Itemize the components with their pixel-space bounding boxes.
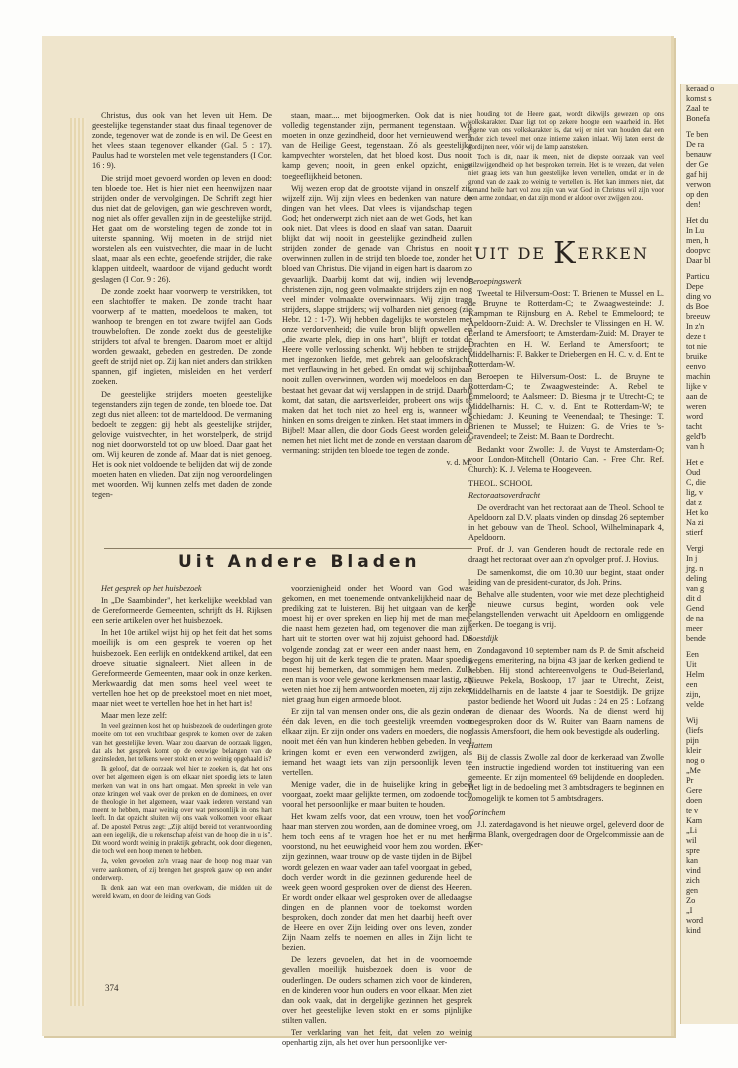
facing-page-line: In j	[686, 554, 698, 563]
facing-page-line: breeuw	[686, 312, 711, 321]
bladen-column-2	[282, 584, 472, 1050]
kerken-paragraph: Beroepen te Hilversum-Oost: L. de Bruyne te Rotterdam-C; te Zwaagwesteinde: A. Rebel te Emmeloord; te Aalsmeer: D. Biesma jr te Utrecht-C; te Middelharnis: H. C. v. d. Ent te Rotterdam-W; te Schiedam: J. Keuning te Veenendaal; te Thesinge: T. Brienen te Mussel; te Huizen: G. de Vries te 's-Gravendeel; te Zeist: M. Baan te Dordrecht.	[468, 371, 664, 442]
facing-page-line: van h	[686, 442, 705, 451]
section-heading-uit-andere-bladen: Uit Andere Bladen	[178, 552, 421, 572]
article-column-1	[92, 111, 272, 503]
section-divider	[104, 548, 472, 549]
facing-page-line: velde	[686, 700, 704, 709]
bladen-paragraph: In „De Saambinder", het kerkelijke weekblad van de Gereformeerde Gemeenten, schrijft ds H. Rijksen een serie artikelen over het huisbezoek.	[92, 596, 272, 626]
facing-page-line: der Ge	[686, 160, 709, 169]
heading-text-pre: UIT DE	[474, 244, 554, 263]
facing-page-line: de na	[686, 614, 704, 623]
facing-page-line: pijn	[686, 736, 699, 745]
facing-page-line: doopvc	[686, 246, 711, 255]
facing-page-line: nog o	[686, 756, 705, 765]
kerken-paragraph: J.l. zaterdagavond is het nieuwe orgel, geleverd door de firma Blank, overgedragen door de Orgelcommissie aan de Ker-	[468, 819, 664, 849]
facing-page-line: vind	[686, 866, 701, 875]
facing-page-line: „I	[686, 906, 693, 915]
facing-page-line: jrg. n	[686, 564, 704, 573]
facing-page-line: „Me	[686, 766, 701, 775]
facing-page-line: kan	[686, 856, 698, 865]
continuation-para: Toch is dit, naar ik meen, niet de diepste oorzaak van veel stilzwijgendheid op het besproken terrein. Het is te vrezen, dat velen niet graag iets van hun geestelijke leven vertellen, omdat er in de grond van de zaak zo weinig te vertellen is. Het kan immers niet, dat iemand heile hart vol zou zijn van wat God in Christus wil zijn voor een arme zondaar, en dat zijn mond er aldoor over zwijgen zou.	[468, 154, 664, 203]
facing-page-line: tacht	[686, 422, 703, 431]
facing-page-line: Zaal te	[686, 104, 709, 113]
bladen-paragraph: Maar men leze zelf:	[101, 711, 168, 721]
facing-page-line: C, die	[686, 478, 706, 487]
facing-page-line: kind	[686, 926, 701, 935]
facing-page-line: lijke v	[686, 382, 707, 391]
facing-page-line: Daar bl	[686, 256, 711, 265]
facing-page-line: Zo	[686, 896, 696, 905]
page-number: 374	[105, 983, 119, 993]
facing-page-line: spre	[686, 846, 700, 855]
facing-page-line: ding vo	[686, 292, 712, 301]
facing-page-line: Gend	[686, 604, 704, 613]
article-paragraph: De zonde zoekt haar voorwerp te verstrikken, tot een slachtoffer te maken. De zonde tracht haar voorwerp af te matten, moedeloos te maken, tot wanhoop te brengen en tot zware twijfel aan Gods trouwbeloften. De zonde zoekt dus de geestelijke strijders tot afval te brengen. Daarom moet er altijd worden gewaakt, gebeden en gestreden. De zonde geeft de strijd niet op. Zij kan niet anders dan strikken spannen, gif ingieten, misleiden en het verderf zoeken.	[92, 286, 272, 387]
facing-page-line: van g	[686, 584, 705, 593]
facing-page-line: benauw	[686, 150, 712, 159]
bladen-quote	[92, 723, 272, 901]
facing-page-line: doen	[686, 796, 703, 805]
bladen-continuation	[468, 111, 664, 203]
facing-page-line: Oud	[686, 468, 701, 477]
facing-page-line: keraad o	[686, 84, 715, 93]
facing-page-line: Een	[686, 650, 699, 659]
article-paragraph: Christus, dus ook van het leven uit Hem. De geestelijke tegenstander staat dus finaal tegenover de zonde, tegenover wat de zonde is en wil. De Geest en het vlees staan tegenover elkander (Gal. 5 : 17). Paulus had te worstelen met vele tegenstanders (I Cor. 16 : 9).	[92, 111, 272, 171]
facing-page-line: Te ben	[686, 130, 709, 139]
quote-paragraph: Menige vader, die in de huiselijke kring in gebed voorgaat, zoekt maar gelijkte termen, om zodoende toch vooral het persoonlijke er maar buiten te houden.	[282, 779, 472, 809]
kerken-paragraph: Prof. dr J. van Genderen houdt de rectorale rede en draagt het rectoraat over aan z'n opvolger prof. J. Hovius.	[468, 545, 664, 565]
kerken-paragraph: Behalve alle studenten, voor wie met deze plechtigheid de nieuwe cursus begint, worden ook vele belangstellenden verwacht uit Apeldoorn en omliggende kerken. De toegang is vrij.	[468, 589, 664, 629]
facing-page-line: Gere	[686, 786, 703, 795]
bladen-subtitle: Het gesprek op het huisbezoek	[101, 584, 202, 593]
kerken-paragraph: Zondagavond 10 september nam ds P. de Smit afscheid wegens emeritering, na bijna 43 jaar de kerken gediend te hebben. Hij stond achtereenvolgens te Oud-Beierland, Nieuwe Pekela, Boskoop, 17 jaar te Utrecht, Zeist, Middelharnis en de laatste 4 jaar te Soestdijk. De grijze pastor bediende het Woord uit Judas : 24 en 25 : Lofzang van de dienaar des Woords. Na de dienst werd hij toegesproken door ds W. Ruiter van Baarn namens de classis Amersfoort, die hem ook bevestigde als ouderling.	[468, 646, 664, 736]
facing-page-line: Na zi	[686, 518, 704, 527]
facing-page-line: word	[686, 412, 704, 421]
facing-page-line: Pr	[686, 776, 694, 785]
facing-page-line: gaf hij	[686, 170, 708, 179]
kerken-section-title: Beroepingswerk	[468, 277, 522, 286]
quote-paragraph: In veel gezinnen kost het op huisbezoek de ouderlingen grote moeite om tot een vruchtbaar gesprek te komen over de zaken van het geestelijke leven. Waar zou daarvan de oorzaak liggen, dat als het gesprek komt op de eeuwige belangen van de gezinsleden, het telkens weer stokt en er zo weinig opgehaald is?	[92, 723, 272, 764]
section-heading-uit-de-kerken	[474, 236, 649, 271]
facing-page-line: Bonefa	[686, 114, 710, 123]
kerken-section-subtitle: Rectoraatsoverdracht	[468, 490, 541, 500]
kerken-section-title: Gorinchem	[468, 807, 506, 817]
facing-page-line: dat z	[686, 498, 702, 507]
facing-page-line: In z'n	[686, 322, 705, 331]
facing-page-line: word	[686, 916, 704, 925]
article-paragraph: Wij wezen erop dat de grootste vijand in onszelf zit, wijzelf zijn. Wij zijn vlees en bedenken van nature de dingen van het vlees. Dat vlees is vijandschap tegen God; het onderwerpt zich niet aan de wet Gods, het kan ook niet. Dat vlees is dood en slaaf van satan. Daaruit blijkt dat wij nooit in geestelijke gezindheid zullen strijden zonder de genade van Christus en nooit overwinnen zullen in de strijd ten bloede toe, zonder het bloed van Christus. Die vijand in eigen hart is daarom zo gevaarlijk. Daarbij komt dat wij, indien wij levende christenen zijn, nog geen volmaakte strijders zijn en nog veel minder volmaakte overwinnaars. Wij zijn trage strijders, slappe strijders; wij volharden niet genoeg (zie Hebr. 12 : 1-7). Wij hebben dagelijks te worstelen met onze verdorvenheid; die vuile bron blijft opwellen en „die zwarte plek, diep in ons hart", blijft er totdat de Heere volle verlossing schenkt. Wij hebben te strijden met ingezonken liefde, met gebrek aan geloofskracht, met verflauwing in het gebed. En omdat wij schijnbaar nooit zullen overwinnen, worden wij moedeloos en dan bestaat het gevaar dat wij verslappen in de strijd. Daarbij komt, dat satan, die aartsverleider, probeert ons wijs te maken dat het toch niet zo heel erg is, wanneer wij hinken en soms dreigen te zinken. Het staat immers in de Bijbel! Maar allen, die door Gods Geest worden geleid, nemen het niet licht met de zonde en verstaan daarom de vermaning: strijden ten bloede toe tegen de zonde.	[282, 183, 472, 456]
quote-paragraph: Ik denk aan wat een man overkwam, die midden uit de wereld kwam, en door de leiding van Gods	[92, 885, 272, 901]
page-edges	[70, 118, 86, 1006]
quote-paragraph: Ja, velen gevoelen zo'n vraag naar de hoop nog maar van verre aankomen, of zij brengen het gesprek gauw op een ander onderwerp.	[92, 858, 272, 882]
kerken-paragraph: Tweetal te Hilversum-Oost: T. Brienen te Mussel en L. de Bruyne te Rotterdam-C; te Zwaagwesteinde: J. Kampman te Rijnsburg en A. Rebel te Emmeloord; te Apeldoorn-Zuid: A. W. Drechsler te Vlissingen en H. W. Eerland te Amersfoort; te Amsterdam-Zuid: M. Drayer te Drachten en H. W. Eerland te Amersfoort; te Middelharnis: F. Bakker te Driebergen en H. C. v. d. Ent te Rotterdam-W.	[468, 289, 664, 369]
facing-page-line: Uit	[686, 660, 697, 669]
facing-page-line: Het du	[686, 216, 709, 225]
heading-initial: K	[553, 236, 578, 271]
facing-page-line: Particu	[686, 272, 710, 281]
facing-page-line: kleir	[686, 746, 702, 755]
kerken-paragraph: De samenkomst, die om 10.30 uur begint, staat onder leiding van de president-curator, ds Joh. Prins.	[468, 567, 664, 587]
facing-page-line: „Li	[686, 826, 698, 835]
right-column	[468, 111, 664, 205]
facing-page-line: stierf	[686, 528, 704, 537]
facing-page-line: meer	[686, 624, 703, 633]
quote-paragraph: Het kwam zelfs voor, dat een vrouw, toen het voor haar man sterven zou worden, aan de dominee vroeg, om hem toch eens af te vragen hoe het er nu met hem voorstond, nu het eeuwigheid voor hem zou worden. Er zijn gezinnen, waar trouw op de vaste tijden in de Bijbel wordt gelezen en waar vader aan tafel voorgaat in gebed, doch verder wordt in die gezinnen gedurende heel de week geen woord gesproken over de dienst des Heeren. Er wordt onder elkaar wel gesproken over de alledaagse dingen en de plannen voor de toekomst worden besproken, doch zonder dat men het daarbij heeft over de Heere en over Zijn leiding over ons leven, zonder Zijn Naam zelfs te noemen en alles in Zijn licht te bezien.	[282, 812, 472, 953]
facing-page-line: Depe	[686, 282, 704, 291]
facing-page-line: lig, v	[686, 488, 704, 497]
facing-page-line: verwon	[686, 180, 711, 189]
quote-paragraph: voorzienigheid onder het Woord van God was gekomen, en met toenemende ontvankelijkheid naar de prediking zat te luisteren. Bij het uitgaan van de kerk moest hij er over spreken en liep hij met de man mee, die naast hem gezeten had, om tegenover die man zijn hart uit te storten over wat hij zojuist gehoord had. De volgende zondag zat er weer een ander naast hem, en begon hij uit de kerk tegen die te praten. Maar spoedig moest hij bemerken, dat sommigen hem meden. Zulk een man is voor vele gewone kerkmensen maar lastig, zij weten niet hoe zij hem antwoorden moeten, zij zijn zeker niet graag hun eigen armoede bloot.	[282, 584, 472, 705]
kerken-paragraph: De overdracht van het rectoraat aan de Theol. School te Apeldoorn zal D.V. plaats vinden op dinsdag 26 september in het gebouw van de Theol. School, Wilhelminapark 4, Apeldoorn.	[468, 502, 664, 543]
facing-page-line: gen	[686, 886, 698, 895]
facing-page-line: een	[686, 680, 698, 689]
facing-page-line: Helm	[686, 670, 705, 679]
facing-page-line: zich	[686, 876, 700, 885]
bladen-paragraph: In het 10e artikel wijst hij op het feit dat het soms moeilijk is om een gesprek te voeren op het huisbezoek. Een eerlijk en ontdekkend artikel, dat een droeve situatie signaleert. Niet alleen in de Gereformeerde Gemeenten, maar ook in onze kerken. Merkwaardig dat men soms heel veel weet te vertellen hoe het op de preekstoel moet en niet moet, maar niet weet te vertellen hoe het in het hart is!	[92, 628, 272, 709]
kerken-paragraph: Bedankt voor Zwolle: J. de Vuyst te Amsterdam-O; voor London-Mitchell (Ontario Can. - Free Chr. Ref. Church): K. J. Velema te Hoogeveen.	[468, 444, 664, 474]
article-paragraph: staan, maar.... met bijoogmerken. Ook dat is niet volledig tegenstander zijn, permanent tegenstaan. Wij moeten in onze gezindheid, door het vernieuwend werk van de Heilige Geest, tegenstaan. Zó als geestelijke kampvechter worstelen, dat het bloed kost. Dus nooit kamp geven; nooit, in geen enkel opzicht, enige toegeeflijkheid betonen.	[282, 111, 472, 181]
facing-page-fragment	[680, 84, 738, 1024]
heading-text-post: ERKEN	[577, 244, 649, 263]
facing-page-line: Vergi	[686, 544, 704, 553]
article-signature: v. d. M.	[446, 458, 472, 468]
facing-page-line: geld'b	[686, 432, 706, 441]
facing-page-line: Het ko	[686, 508, 709, 517]
facing-page-line: eenvo	[686, 362, 706, 371]
facing-page-line: dit d	[686, 594, 701, 603]
quote-paragraph: Er zijn tal van mensen onder ons, die als gezin onder één dak leven, en die toch geestelijk vreemden voor elkaar zijn. Er zijn onder ons vaders en moeders, die nog nooit met één van hun kinderen hebben gebeden. In veel kringen komt er even een verwonderd zwijgen, als iemand het waagt iets van zijn persoonlijk leven te vertellen.	[282, 707, 472, 777]
facing-page-line: komst s	[686, 94, 712, 103]
facing-page-line: zijn,	[686, 690, 701, 699]
facing-page-line: deze t	[686, 332, 706, 341]
facing-page-line: machin	[686, 372, 711, 381]
facing-page-line: bende	[686, 634, 706, 643]
facing-page-line: te v	[686, 806, 699, 815]
facing-page-line: tot nie	[686, 342, 707, 351]
quote-paragraph: Ik geloof, dat de oorzaak wel hier te zoeken is, dat het ons over het algemeen eigen is om elkaar niet spoedig iets te laten merken van wat in ons hart omgaat. Men spreekt in vele van onze kringen wel vaak over de preken en de dominees, en over de theologie in het algemeen, waar vaak iederen verstand van meent te hebben, maar weinig over wat persoonlijk in ons hart leeft. In dat opzicht sluiten wij ons vaak volkomen voor elkaar af. De apostel Petrus zegt: „Zijt altijd bereid tot verantwoording aan een iegelijk, die u rekenschap afeist van de hoop die in u is". Dit woord wordt weinig in praktijk gebracht, ook door diegenen, die toch wel een hoop menen te hebben.	[92, 766, 272, 856]
facing-page-line: Kam	[686, 816, 703, 825]
facing-page-line: Wij	[686, 716, 699, 725]
facing-page-line: Het e	[686, 458, 704, 467]
bladen-column-1	[92, 584, 272, 903]
facing-page-line: bruike	[686, 352, 708, 361]
facing-page-line: op den	[686, 190, 709, 199]
facing-page-line: den!	[686, 200, 701, 209]
kerken-section-title: Soestdijk	[468, 634, 498, 644]
continuation-para: houding tot de Heere gaat, wordt dikwijls gewezen op ons volkskarakter. Daar ligt tot op zekere hoogte een waarheid in. Het eigene van ons volkskarakter is, dat wij er niet van houden dat een ander zich teveel met onze intieme zaken inlaat. Wij laten eerst de gordijnen neer, vóór wij de lamp aansteken.	[468, 111, 664, 151]
kerken-paragraph: Bij de classis Zwolle zal door de kerkeraad van Zwolle een instructie ingediend worden tot instituering van een gemeente. Er zijn momenteel 69 belijdende en doopleden. Het ligt in de bedoeling met 3 ambtsdragers te beginnen en zomogelijk te komen tot 5 ambtsdragers.	[468, 753, 664, 803]
facing-page-line: men, h	[686, 236, 709, 245]
article-column-2	[282, 111, 472, 470]
article-paragraph: Die strijd moet gevoerd worden op leven en dood: ten bloede toe. Het is hier niet een heenwijzen naar strijden onder de vervolgingen. De Schrift zegt hier dus niet dat de gelovigen, gan wie geschreven wordt, nog niet als offer gevallen zijn in de geestelijke strijd. Het gaat om de worsteling tegen de zonde tot in uiterste spanning. Wij moeten in de strijd niet worstelen als een vuistvechter, die maar in de lucht slaat, maar als een echte, geoefende strijder, die rake klappen uitdeelt, waardoor de vijand geducht wordt geslagen (I Cor. 9 : 26).	[92, 173, 272, 284]
facing-page-line: wil	[686, 836, 697, 845]
article-paragraph: De geestelijke strijders moeten geestelijke tegenstanders zijn tegen de zonde, ten bloede toe. Dat zegt dus niet alleen: tot de marteldood. De vermaning bedoelt te zeggen: gij hebt als geestelijke strijder, gelovige vuistvechter, in het worstelperk, de strijd nog niet doorworsteld tot op uw bloed. Daar gaat het om. Wij keuren de zonde af. Maar dat is niet genoeg. Het is ook niet voldoende te belijden dat wij de zonde moeten haten en vlieden. Dat zijn nog veroordelingen met woorden. Wij kunnen zelfs met daden de zonde tegen-	[92, 389, 272, 500]
facing-page-line: weren	[686, 402, 707, 411]
quote-paragraph: De lezers gevoelen, dat het in de voornoemde gevallen moeilijk huisbezoek doen is voor de ouderlingen. De ouders schamen zich voor de kinderen, en de kinderen voor hun ouders en voor elkaar. Men ziet dan ook vaak, dat in dergelijke gezinnen het gesprek over het geestelijke leven stokt en er soms pijnlijke stilten vallen.	[282, 955, 472, 1025]
facing-page-line: deling	[686, 574, 707, 583]
facing-page-line: De ra	[686, 140, 705, 149]
kerken-column	[468, 277, 664, 852]
facing-page-line: (liefs	[686, 726, 704, 735]
facing-page-line: In Lu	[686, 226, 705, 235]
facing-page-line: ds Boe	[686, 302, 709, 311]
kerken-section-title: Hattem	[468, 741, 493, 751]
facing-page-line: aan de	[686, 392, 708, 401]
kerken-section-title: THEOL. SCHOOL	[468, 478, 533, 488]
quote-paragraph: Ter verklaring van het feit, dat velen zo weinig openhartig zijn, als het over hun persoonlijke ver-	[282, 1028, 472, 1048]
